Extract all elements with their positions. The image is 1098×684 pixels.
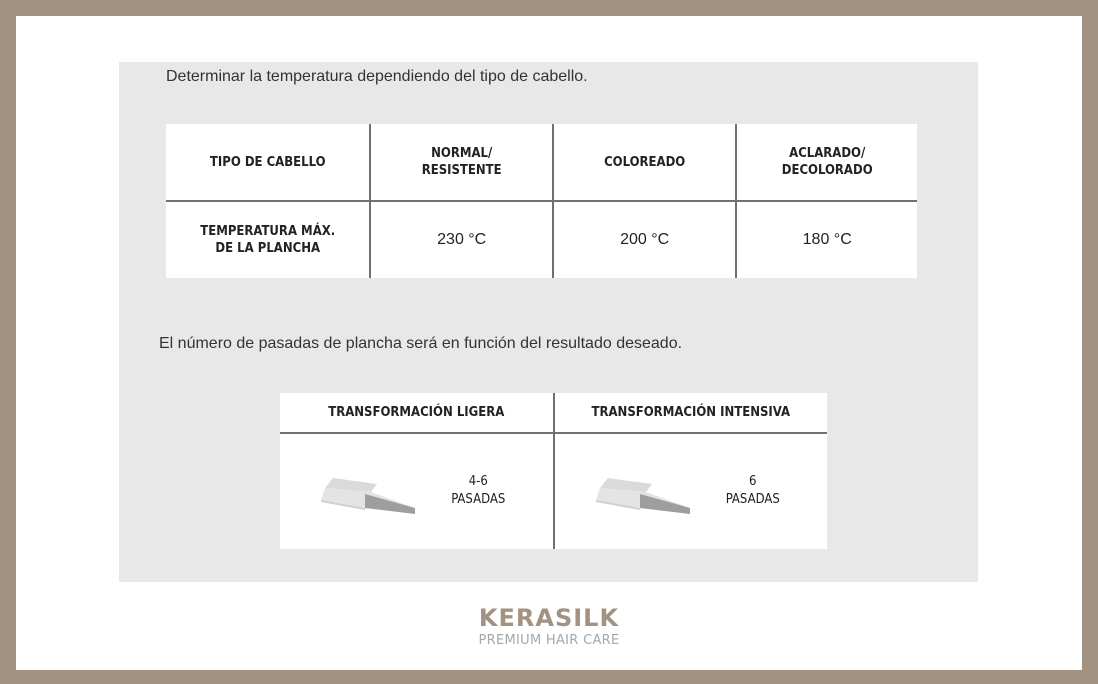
temperature-table-header-row: [166, 124, 917, 201]
header-hair-type: TIPO DE CABELLO: [166, 124, 370, 201]
temp-bleached-value: 180 °C: [736, 201, 917, 278]
intensive-passes-count: 6: [749, 474, 757, 490]
intro-passes-text: El número de pasadas de plancha será en función del resultado deseado.: [159, 335, 683, 352]
passes-table-header-row: [280, 393, 827, 433]
header-normal-resistant: [370, 124, 552, 201]
row-label-max-temperature: [166, 201, 370, 278]
brand-tagline: PREMIUM HAIR CARE: [478, 633, 620, 648]
light-passes-label: [443, 473, 513, 509]
temperature-table: [166, 124, 917, 278]
brand-logo: [0, 604, 1098, 650]
brand-name: KERASILK: [478, 604, 620, 632]
row-label-text: TEMPERATURA MÁX. DE LA PLANCHA: [200, 224, 336, 256]
temperature-table-row: [166, 201, 917, 278]
intro-temperature-text: Determinar la temperatura dependiendo del tipo de cabello.: [166, 68, 588, 85]
header-light-transformation: TRANSFORMACIÓN LIGERA: [280, 393, 554, 433]
flat-iron-icon: [594, 468, 694, 514]
temp-normal-value: 230 °C: [370, 201, 552, 278]
header-colored: COLOREADO: [553, 124, 736, 201]
page-frame: [16, 16, 1082, 670]
temp-colored-value: 200 °C: [553, 201, 736, 278]
intensive-passes-cell: [554, 433, 828, 550]
header-bleached: [736, 124, 917, 201]
light-passes-count: 4-6: [468, 474, 488, 490]
header-bleached-label: ACLARADO/ DECOLORADO: [781, 146, 873, 178]
header-normal-resistant-label: NORMAL/ RESISTENTE: [421, 146, 502, 178]
passes-table: [280, 393, 827, 549]
light-passes-cell: [280, 433, 554, 550]
light-passes-unit: PASADAS: [451, 492, 506, 508]
passes-table-row: [280, 433, 827, 550]
header-intensive-transformation: TRANSFORMACIÓN INTENSIVA: [554, 393, 828, 433]
intensive-passes-unit: PASADAS: [725, 492, 780, 508]
flat-iron-icon: [319, 468, 419, 514]
content-panel: [119, 62, 978, 582]
intensive-passes-label: [718, 473, 788, 509]
